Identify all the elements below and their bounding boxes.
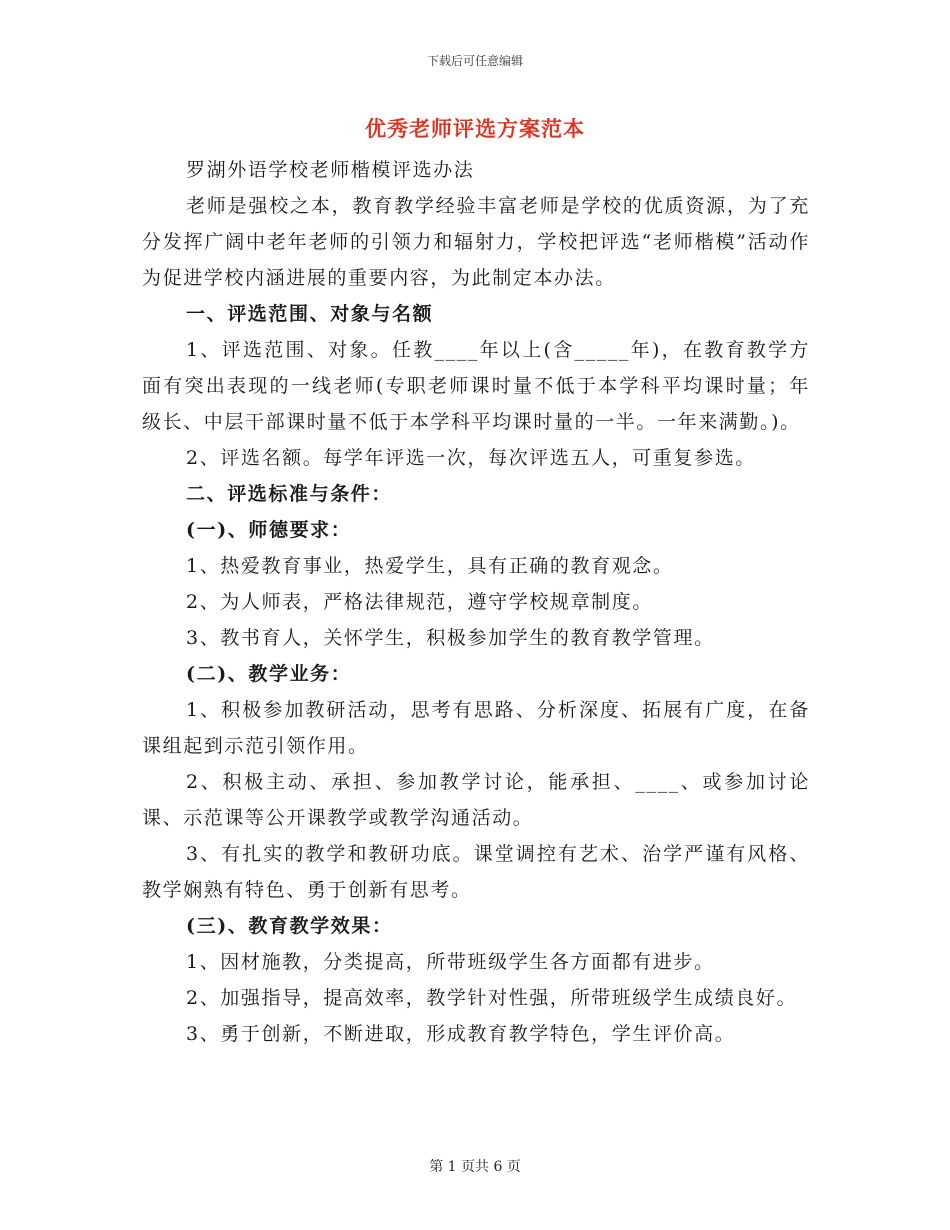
paragraph: 罗湖外语学校老师楷模评选办法 (186, 159, 475, 181)
paragraph: 3、教书育人，关怀学生，积极参加学生的教育教学管理。 (186, 627, 715, 649)
subsection-heading: (三)、教育教学效果： (186, 915, 393, 937)
paragraph: 1、热爱教育事业，热爱学生，具有正确的教育观念。 (186, 555, 674, 577)
paragraph: 2、评选名额。每学年评选一次，每次评选五人，可重复参选。 (186, 447, 756, 469)
paragraph: 老师是强校之本，教育教学经验丰富老师是学校的优质资源，为了充分发挥广阔中老年老师的引领力和辐射力，学校把评选“老师楷模”活动作为促进学校内涵进展的重要内容，为此制定本办法。 (142, 195, 810, 289)
paragraph: 3、勇于创新，不断进取，形成教育教学特色，学生评价高。 (186, 1023, 736, 1045)
page-header-note: 下载后可任意编辑 (426, 54, 523, 68)
paragraph: 1、评选范围、对象。任教____年以上(含_____年)，在教育教学方面有突出表现的一线老师(专职老师课时量不低于本学科平均课时量；年级长、中层干部课时量不低于本学科平均课时量的一半。一年来满勤。)。 (142, 339, 810, 433)
subsection-heading: (一)、师德要求： (186, 519, 352, 541)
document-title: 优秀老师评选方案范本 (365, 116, 585, 141)
paragraph: 3、有扎实的教学和教研功底。课堂调控有艺术、治学严谨有风格、教学娴熟有特色、勇于创新有思考。 (142, 843, 810, 901)
subsection-heading: (二)、教学业务： (186, 663, 352, 685)
paragraph: 1、因材施教，分类提高，所带班级学生各方面都有进步。 (186, 951, 715, 973)
paragraph: 2、积极主动、承担、参加教学讨论，能承担、____、或参加讨论课、示范课等公开课教学或教学沟通活动。 (142, 771, 810, 829)
document-body (142, 152, 810, 1052)
paragraph: 2、加强指导，提高效率，教学针对性强，所带班级学生成绩良好。 (186, 987, 798, 1009)
section-heading: 二、评选标准与条件： (186, 483, 393, 505)
section-heading: 一、评选范围、对象与名额 (186, 303, 434, 325)
page-number: 第 1 页共 6 页 (429, 1159, 521, 1175)
paragraph: 1、积极参加教研活动，思考有思路、分析深度、拓展有广度，在备课组起到示范引领作用。 (142, 699, 810, 757)
paragraph: 2、为人师表，严格法律规范，遵守学校规章制度。 (186, 591, 653, 613)
